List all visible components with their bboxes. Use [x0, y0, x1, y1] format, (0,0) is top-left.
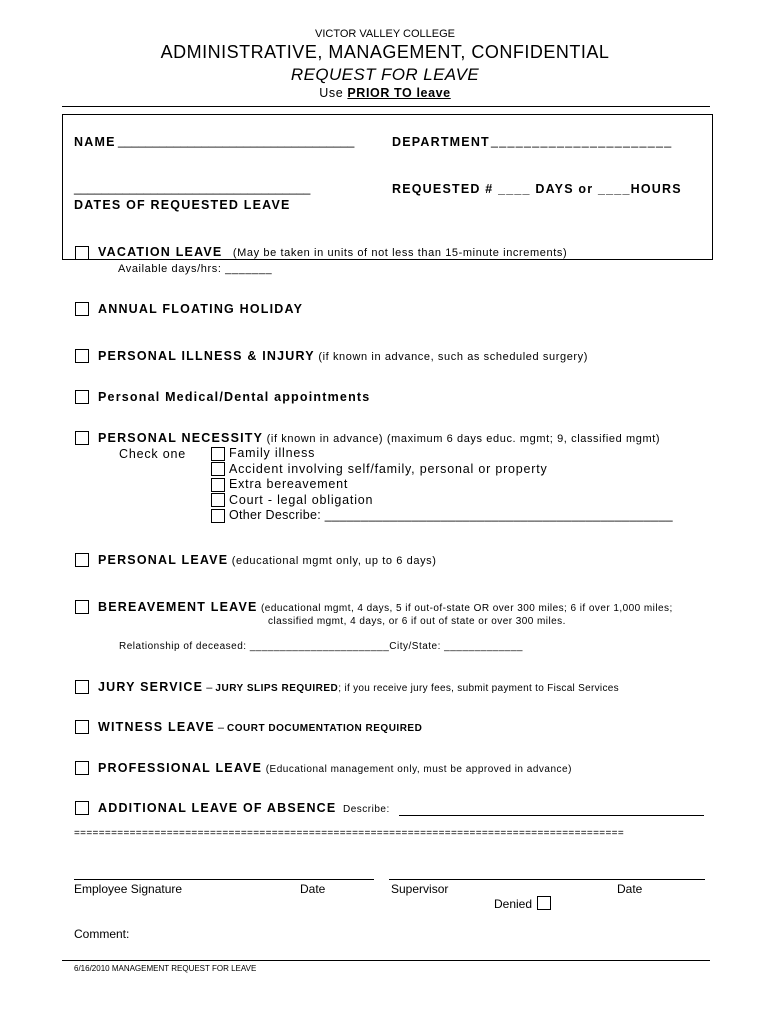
illness-checkbox[interactable]	[75, 349, 89, 363]
department-label: DEPARTMENT	[392, 135, 490, 149]
name-label: NAME	[74, 135, 116, 149]
extra-bereavement-label: Extra bereavement	[229, 477, 349, 491]
vacation-note: (May be taken in units of not less than 15-minute increments)	[232, 247, 568, 259]
personal-leave-note: (educational mgmt only, up to 6 days)	[231, 555, 437, 567]
jury-required: JURY SLIPS REQUIRED	[215, 683, 339, 694]
necessity-row	[98, 431, 660, 445]
name-field[interactable]: __________________________________	[118, 134, 355, 148]
bereavement-note-2: classified mgmt, 4 days, or 6 if out of state or over 300 miles.	[268, 616, 566, 627]
relationship-field[interactable]: Relationship of deceased: _______________________City/State: _____________	[119, 641, 523, 652]
use-emphasis: PRIOR TO leave	[347, 86, 451, 100]
form-title: ADMINISTRATIVE, MANAGEMENT, CONFIDENTIAL	[160, 42, 610, 62]
necessity-label: PERSONAL NECESSITY	[98, 431, 264, 445]
witness-row	[98, 720, 422, 734]
bereavement-note-1: (educational mgmt, 4 days, 5 if out-of-state OR over 300 miles; 6 if over 1,000 miles;	[261, 603, 673, 614]
vacation-label: VACATION LEAVE	[98, 245, 223, 259]
available-days-field[interactable]: Available days/hrs: _______	[118, 263, 273, 275]
accident-checkbox[interactable]	[211, 462, 225, 476]
family-illness-label: Family illness	[229, 446, 316, 460]
dates-label: DATES OF REQUESTED LEAVE	[74, 198, 291, 212]
necessity-checkbox[interactable]	[75, 431, 89, 445]
professional-note: (Educational management only, must be approved in advance)	[265, 764, 572, 775]
jury-note: ; if you receive jury fees, submit payment to Fiscal Services	[338, 683, 619, 694]
supervisor-signature-line[interactable]	[389, 879, 705, 880]
college-name: VICTOR VALLEY COLLEGE	[314, 28, 455, 40]
additional-describe-label: Describe:	[343, 804, 390, 815]
necessity-note: (if known in advance) (maximum 6 days educ. mgmt; 9, classified mgmt)	[266, 433, 661, 445]
use-prefix: Use	[319, 86, 348, 100]
department-field[interactable]: ______________________	[491, 134, 673, 148]
jury-dash: –	[203, 682, 216, 694]
vacation-checkbox[interactable]	[75, 246, 89, 260]
header-rule	[62, 106, 710, 107]
professional-checkbox[interactable]	[75, 761, 89, 775]
witness-required: COURT DOCUMENTATION REQUIRED	[227, 723, 423, 734]
additional-label: ADDITIONAL LEAVE OF ABSENCE	[98, 801, 337, 815]
jury-row	[98, 680, 619, 694]
employee-signature-label: Employee Signature	[74, 882, 183, 896]
denied-checkbox[interactable]	[537, 896, 551, 910]
professional-row	[98, 761, 572, 775]
supervisor-date-label: Date	[617, 882, 643, 896]
floating-holiday-label: ANNUAL FLOATING HOLIDAY	[98, 302, 304, 316]
floating-holiday-checkbox[interactable]	[75, 302, 89, 316]
employee-date-label: Date	[300, 882, 326, 896]
professional-label: PROFESSIONAL LEAVE	[98, 761, 263, 775]
personal-leave-label: PERSONAL LEAVE	[98, 553, 229, 567]
other-describe-field[interactable]: Other Describe: ________________________________________________	[229, 508, 673, 522]
requested-field[interactable]: REQUESTED # ____ DAYS or ____HOURS	[392, 182, 682, 196]
bereavement-row	[98, 600, 673, 614]
witness-dash: –	[214, 722, 228, 734]
vacation-row	[98, 245, 567, 259]
denied-label: Denied	[494, 897, 533, 911]
jury-label: JURY SERVICE	[98, 680, 204, 694]
comment-label: Comment:	[74, 927, 130, 941]
jury-checkbox[interactable]	[75, 680, 89, 694]
medical-label: Personal Medical/Dental appointments	[98, 390, 371, 404]
personal-leave-checkbox[interactable]	[75, 553, 89, 567]
extra-bereavement-checkbox[interactable]	[211, 478, 225, 492]
illness-row	[98, 349, 588, 363]
dates-field[interactable]: __________________________________	[74, 181, 311, 195]
bereavement-checkbox[interactable]	[75, 600, 89, 614]
personal-leave-row	[98, 553, 437, 567]
use-prior-note	[0, 86, 770, 100]
additional-checkbox[interactable]	[75, 801, 89, 815]
accident-label: Accident involving self/family, personal or property	[229, 462, 548, 476]
family-illness-checkbox[interactable]	[211, 447, 225, 461]
separator-line: =========================================================================================	[74, 828, 625, 839]
illness-note: (if known in advance, such as scheduled surgery)	[318, 351, 589, 363]
footer-text: 6/16/2010 MANAGEMENT REQUEST FOR LEAVE	[74, 964, 257, 973]
court-label: Court - legal obligation	[229, 493, 374, 507]
court-checkbox[interactable]	[211, 493, 225, 507]
illness-label: PERSONAL ILLNESS & INJURY	[98, 349, 315, 363]
witness-checkbox[interactable]	[75, 720, 89, 734]
employee-signature-line[interactable]	[74, 879, 374, 880]
witness-label: WITNESS LEAVE	[98, 720, 215, 734]
footer-rule	[62, 960, 710, 961]
supervisor-label: Supervisor	[391, 882, 449, 896]
additional-describe-field[interactable]	[399, 815, 704, 816]
bereavement-label: BEREAVEMENT LEAVE	[98, 600, 258, 614]
check-one-label: Check one	[119, 447, 186, 461]
medical-checkbox[interactable]	[75, 390, 89, 404]
other-checkbox[interactable]	[211, 509, 225, 523]
form-subtitle: REQUEST FOR LEAVE	[290, 65, 480, 84]
